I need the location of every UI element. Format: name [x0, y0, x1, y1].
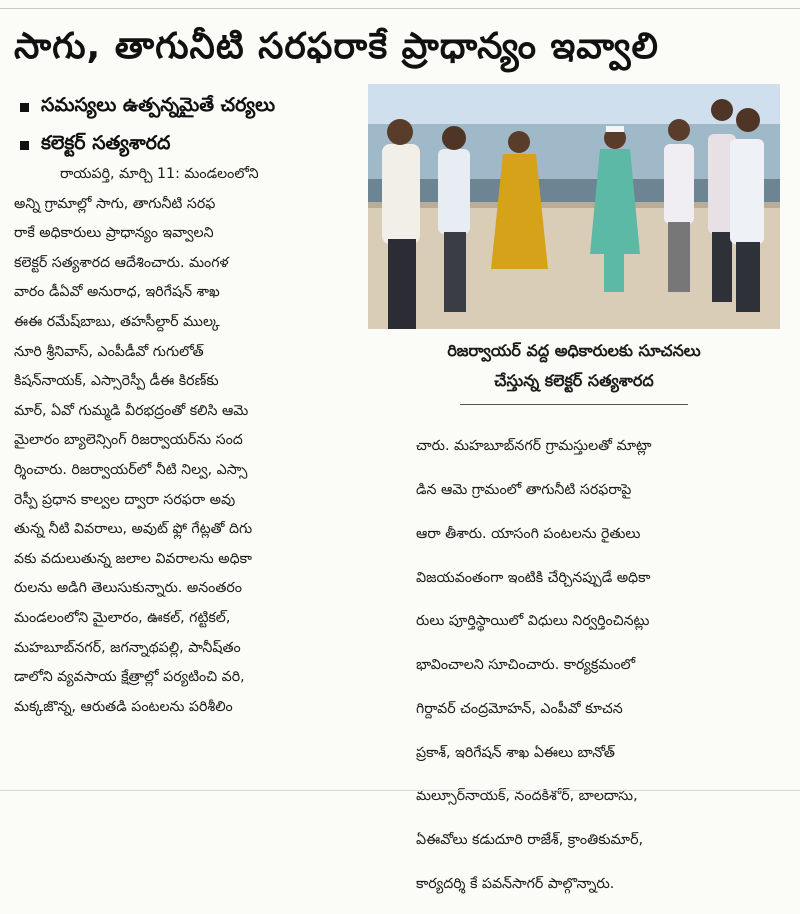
- article-text-line: రాకే అధికారులు ప్రాధాన్యం ఇవ్వాలని: [14, 225, 214, 242]
- article-text-line: చారు. మహబూబ్‌నగర్ గ్రామస్తులతో మాట్లా: [416, 438, 652, 455]
- article-column-1: [14, 160, 360, 722]
- article-text-line: మైలారం బ్యాలెన్సింగ్ రిజర్వాయర్‌ను సంద: [14, 432, 243, 449]
- article-text-line: మక్కజొన్న, ఆరుతడి పంటలను పరిశీలిం: [14, 698, 233, 715]
- subhead-text: కలెక్టర్ సత్యశారద: [41, 131, 171, 154]
- article-text-line: మల్సూర్‌నాయక్, నందకిశోర్, బాలదాసు,: [416, 788, 638, 805]
- article-text-line: ఆరా తీశారు. యాసంగి పంటలను రైతులు: [416, 525, 641, 542]
- top-rule: [0, 0, 800, 9]
- article-text-line: వకు వదులుతున్న జలాల వివరాలను అధికా: [14, 550, 252, 567]
- photo-caption: [368, 336, 780, 396]
- article-text-line: అన్ని గ్రామాల్లో సాగు, తాగునీటి సరఫ: [14, 195, 216, 212]
- article-text-line: తున్న నీటి వివరాలు, అవుట్ ఫ్లో గేట్లతో దిగు: [14, 521, 253, 538]
- article-text-line: గిర్దావర్ చంద్రమోహన్, ఎంపీవో కూచన: [416, 700, 623, 717]
- article-text-line: కార్యదర్శి కే పవన్‌సాగర్ పాల్గొన్నారు.: [416, 876, 615, 892]
- article-text-line: రాయపర్తి, మార్చి 11: మండలంలోని: [60, 166, 259, 182]
- article-text-line: రెస్పీ ప్రధాన కాల్వల ద్వారా సరఫరా అవు: [14, 491, 236, 508]
- article-text-line: ఈఈ రమేష్‌బాబు, తహసీల్దార్ ముల్క: [14, 313, 220, 330]
- headline: సాగు, తాగునీటి సరఫరాకే ప్రాధాన్యం ఇవ్వాలి: [14, 26, 659, 67]
- article-text-line: విజయవంతంగా ఇంటికి చేర్చినప్పుడే అధికా: [416, 569, 651, 586]
- article-text-line: డాలోని వ్యవసాయ క్షేత్రాల్లో పర్యటించి వరి,: [14, 669, 245, 686]
- news-photo: [368, 84, 780, 329]
- article-text-line: నూరి శ్రీనివాస్, ఎంపీడీవో గుగులోత్: [14, 343, 204, 360]
- bullet-square-icon: [20, 103, 29, 112]
- caption-line: రిజర్వాయర్ వద్ద అధికారులకు సూచనలు: [447, 341, 701, 360]
- bottom-rule: [0, 790, 800, 801]
- article-text-line: డిన ఆమె గ్రామంలో తాగునీటి సరఫరాపై: [416, 481, 632, 498]
- article-text-line: ప్రకాశ్, ఇరిగేషన్ శాఖ ఏఈలు బానోత్: [416, 744, 615, 761]
- article-text-line: మార్, ఏవో గుమ్మడి వీరభద్రంతో కలిసి ఆమె: [14, 402, 249, 419]
- article-text-line: ర్శించారు. రిజర్వాయర్‌లో నీటి నిల్వ, ఎస్సా: [14, 461, 248, 478]
- article-text-line: కలెక్టర్ సత్యశారద ఆదేశించారు. మంగళ: [14, 254, 229, 271]
- article-text-line: ఏఈవోలు కడుదూరి రాజేశ్, క్రాంతికుమార్,: [416, 832, 643, 849]
- article-text-line: రులు పూర్తిస్థాయిలో విధులు నిర్వర్తించినట్లు: [416, 613, 650, 630]
- article-text-line: కిషన్‌నాయక్, ఎస్సారెస్పీ డీఈ కిరణ్‌కు: [14, 373, 219, 390]
- bullet-square-icon: [20, 141, 29, 150]
- subhead-bullet: [14, 126, 359, 164]
- article-text-line: వారం డీఏవో అనురాధ, ఇరిగేషన్ శాఖ: [14, 284, 220, 301]
- article-column-2: [416, 418, 780, 914]
- subhead-bullet: [14, 88, 359, 126]
- article-text-line: రులను అడిగి తెలుసుకున్నారు. అనంతరం: [14, 580, 243, 597]
- subhead-bullets: [14, 88, 359, 164]
- article-text-line: మహబూబ్‌నగర్, జగన్నాథపల్లి, పానీష్‌తం: [14, 639, 241, 656]
- caption-line: చేస్తున్న కలెక్టర్ సత్యశారద: [494, 371, 654, 390]
- subhead-text: సమస్యలు ఉత్పన్నమైతే చర్యలు: [41, 93, 276, 116]
- caption-underline: [460, 404, 688, 405]
- article-text-line: భావించాలని సూచించారు. కార్యక్రమంలో: [416, 657, 636, 674]
- reservoir-photo-illustration: [368, 84, 780, 329]
- article-text-line: మండలంలోని మైలారం, ఊకల్, గట్టికల్,: [14, 609, 231, 626]
